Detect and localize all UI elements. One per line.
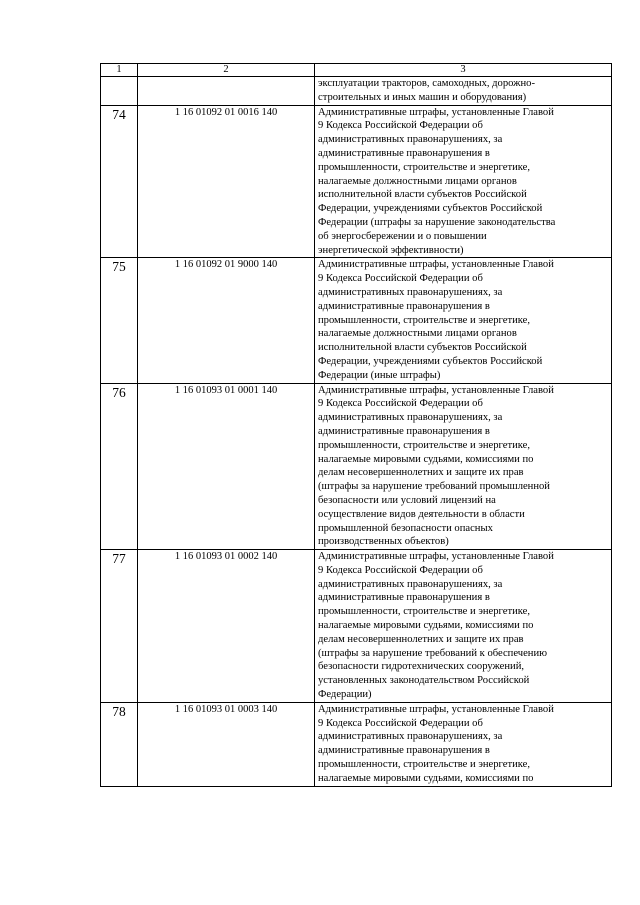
description-line: об энергосбережении и о повышении (318, 230, 487, 242)
row-number-cell: 77 (101, 550, 138, 703)
budget-code-cell: 1 16 01092 01 0016 140 (138, 105, 315, 258)
budget-code-cell: 1 16 01093 01 0002 140 (138, 550, 315, 703)
column-header-3: 3 (315, 64, 612, 77)
table-row (101, 383, 612, 550)
description-line: (штрафы за нарушение требований промышленной (318, 481, 550, 493)
description-line: административные правонарушения в (318, 592, 490, 604)
column-header-1: 1 (101, 64, 138, 77)
description-cell (315, 702, 612, 786)
table-body (101, 77, 612, 787)
description-line: Федерации, учреждениями субъектов Российской (318, 203, 543, 215)
description-line: Федерации, учреждениями субъектов Российской (318, 355, 543, 367)
row-number-cell: 78 (101, 702, 138, 786)
document-page (100, 63, 611, 787)
description-line: налагаемые мировыми судьями, комиссиями по (318, 453, 534, 465)
description-line: эксплуатации тракторов, самоходных, дорожно- (318, 78, 535, 89)
budget-code-cell: 1 16 01093 01 0001 140 (138, 383, 315, 550)
description-line: промышленной безопасности опасных (318, 522, 493, 534)
description-cell (315, 383, 612, 550)
description-line: Федерации (штрафы за нарушение законодательства (318, 216, 556, 228)
revenue-codes-table (100, 63, 612, 787)
description-line: строительных и иных машин и оборудования) (318, 91, 527, 103)
description-line: Административные штрафы, установленные Главой (318, 384, 554, 396)
description-line: промышленности, строительстве и энергетике, (318, 161, 530, 173)
table-row (101, 550, 612, 703)
description-line: (штрафы за нарушение требований к обеспечению (318, 647, 548, 659)
column-header-2: 2 (138, 64, 315, 77)
description-line: Административные штрафы, установленные Главой (318, 703, 554, 715)
description-line: 9 Кодекса Российской Федерации об (318, 717, 483, 729)
table-row (101, 105, 612, 258)
budget-code-cell: 1 16 01093 01 0003 140 (138, 702, 315, 786)
description-line: установленных законодательством Российской (318, 675, 530, 687)
description-line: Федерации (иные штрафы) (318, 369, 441, 381)
description-line: Федерации) (318, 689, 372, 701)
description-line: промышленности, строительстве и энергетике, (318, 606, 530, 618)
description-line: налагаемые мировыми судьями, комиссиями по (318, 772, 534, 784)
description-line: административных правонарушениях, за (318, 412, 503, 424)
description-line: 9 Кодекса Российской Федерации об (318, 564, 483, 576)
table-header-row (101, 64, 612, 77)
table-row (101, 258, 612, 383)
description-line: безопасности или условий лицензий на (318, 494, 496, 506)
description-line: осуществление видов деятельности в области (318, 508, 525, 520)
description-line: производственных объектов) (318, 536, 449, 548)
budget-code-cell: 1 16 01092 01 9000 140 (138, 258, 315, 383)
description-line: налагаемые должностными лицами органов (318, 328, 517, 340)
budget-code-cell (138, 77, 315, 106)
row-number-cell: 76 (101, 383, 138, 550)
description-line: делам несовершеннолетних и защите их прав (318, 633, 524, 645)
description-line: административных правонарушениях, за (318, 134, 503, 146)
description-line: административные правонарушения в (318, 300, 490, 312)
description-line: промышленности, строительстве и энергетике, (318, 759, 530, 771)
description-line: Административные штрафы, установленные Главой (318, 551, 554, 563)
description-line: промышленности, строительстве и энергетике, (318, 439, 530, 451)
description-line: административных правонарушениях, за (318, 286, 503, 298)
description-line: Административные штрафы, установленные Главой (318, 259, 554, 271)
row-number-cell (101, 77, 138, 106)
description-line: исполнительной власти субъектов Российской (318, 342, 527, 354)
description-line: безопасности гидротехнических сооружений, (318, 661, 525, 673)
table-row (101, 702, 612, 786)
description-line: административных правонарушениях, за (318, 578, 503, 590)
description-line: 9 Кодекса Российской Федерации об (318, 120, 483, 132)
description-line: промышленности, строительстве и энергетике, (318, 314, 530, 326)
description-line: налагаемые должностными лицами органов (318, 175, 517, 187)
row-number-cell: 75 (101, 258, 138, 383)
description-line: налагаемые мировыми судьями, комиссиями по (318, 620, 534, 632)
description-line: Административные штрафы, установленные Главой (318, 106, 554, 118)
description-line: 9 Кодекса Российской Федерации об (318, 398, 483, 410)
continuation-row (101, 77, 612, 106)
description-line: административные правонарушения в (318, 745, 490, 757)
row-number-cell: 74 (101, 105, 138, 258)
description-line: административные правонарушения в (318, 147, 490, 159)
description-cell (315, 77, 612, 106)
description-line: энергетической эффективности) (318, 244, 464, 256)
description-line: 9 Кодекса Российской Федерации об (318, 273, 483, 285)
description-line: исполнительной власти субъектов Российской (318, 189, 527, 201)
description-line: делам несовершеннолетних и защите их прав (318, 467, 524, 479)
description-cell (315, 550, 612, 703)
description-line: административных правонарушениях, за (318, 731, 503, 743)
description-cell (315, 105, 612, 258)
description-line: административные правонарушения в (318, 425, 490, 437)
description-cell (315, 258, 612, 383)
